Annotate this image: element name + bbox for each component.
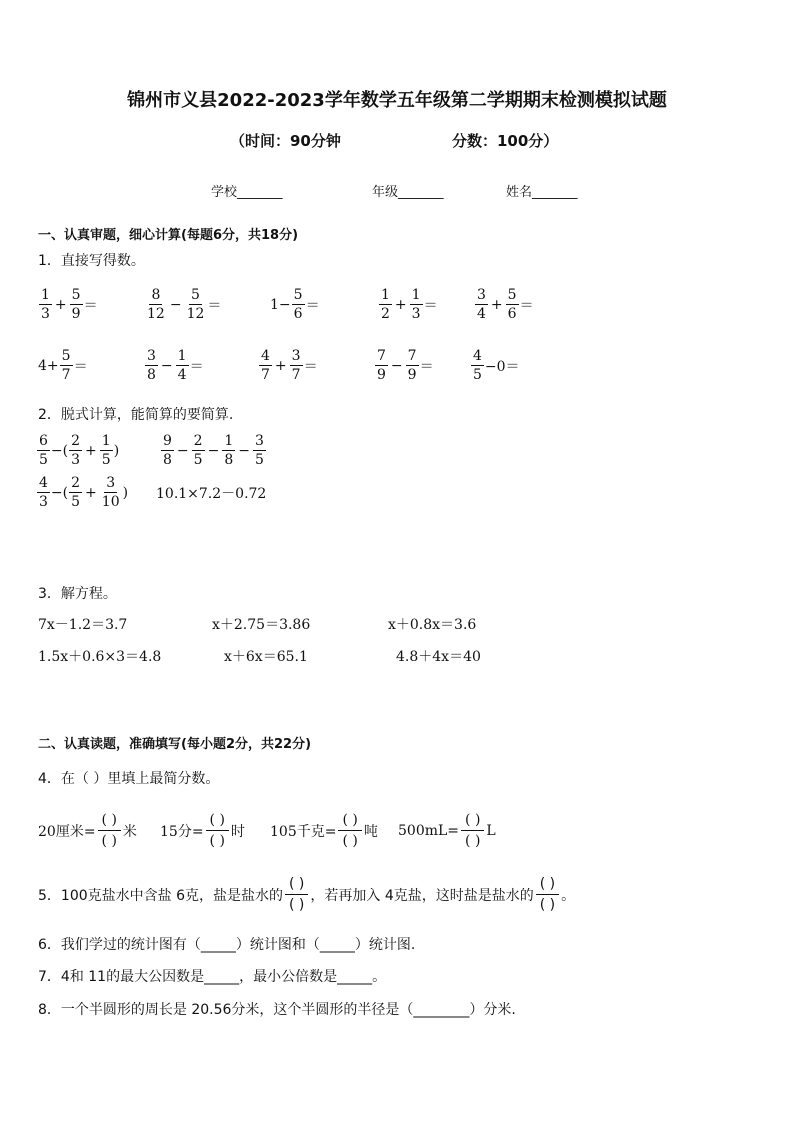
expr-1-2: $\frac{8}{12}$ − $\frac{5}{12}$ ＝ (147, 287, 222, 322)
q4-item-3: 105千克= ( ) ( ) 吨 (270, 812, 378, 849)
question-7: 7．4和 11的最大公因数是_____，最小公倍数是_____。 (38, 969, 387, 985)
calc-expr-4: 10.1×7.2－0.72 (156, 486, 267, 502)
expr-2-3: $\frac{4}{7}$ + $\frac{3}{7}$ ＝ (261, 348, 318, 383)
school-field: 学校_______ (211, 185, 283, 200)
q4-item-2: 15分= ( ) ( ) 时 (160, 812, 245, 849)
equation-5: x＋6x＝65.1 (224, 649, 308, 665)
name-field: 姓名_______ (506, 185, 578, 200)
expr-2-4: $\frac{7}{9}$ − $\frac{7}{9}$ ＝ (377, 348, 434, 383)
section-2-heading: 二、认真读题，准确填写(每小题2分，共22分) (38, 737, 312, 752)
equation-2: x＋2.75＝3.86 (212, 617, 311, 633)
expr-2-2: $\frac{3}{8}$ − $\frac{1}{4}$ ＝ (147, 348, 204, 383)
equation-1: 7x－1.2＝3.7 (38, 617, 128, 633)
grade-field: 年级_______ (372, 185, 444, 200)
expr-1-5: $\frac{3}{4}$ + $\frac{5}{6}$ ＝ (477, 287, 534, 322)
question-8: 8．一个半圆形的周长是 20.56分米，这个半圆形的半径是（________）分米. (38, 1002, 516, 1018)
expr-2-5: $\frac{4}{5}$ −0＝ (473, 348, 520, 383)
q4-item-1: 20厘米= ( ) ( ) 米 (38, 812, 137, 849)
question-5: 5．100克盐水中含盐 6克，盐是盐水的 ( ) ( ) ，若再加入 4克盐，这时盐是盐水的 ( ) ( ) 。 (38, 876, 576, 913)
equation-3: x＋0.8x＝3.6 (388, 617, 477, 633)
question-2-title: 2．脱式计算，能简算的要简算. (38, 407, 234, 423)
expr-1-3: 1− $\frac{5}{6}$ ＝ (270, 287, 320, 322)
exam-time: （时间：90分钟 (230, 132, 341, 150)
question-6: 6．我们学过的统计图有（_____）统计图和（_____）统计图. (38, 937, 416, 953)
question-4-title: 4．在（ ）里填上最简分数。 (38, 771, 220, 787)
expr-2-1: 4+ $\frac{5}{7}$ ＝ (38, 348, 88, 383)
equation-6: 4.8＋4x＝40 (396, 649, 481, 665)
page-title: 锦州市义县2022-2023学年数学五年级第二学期期末检测模拟试题 (127, 90, 667, 111)
calc-expr-3: $\frac{4}{3}$ −( $\frac{2}{5}$ + $\frac{3}{10}$ ) (39, 475, 129, 510)
question-1-title: 1．直接写得数。 (38, 253, 145, 269)
expr-1-1: $\frac{1}{3}$ + $\frac{5}{9}$ ＝ (41, 287, 98, 322)
expr-1-4: $\frac{1}{2}$ + $\frac{1}{3}$ ＝ (381, 287, 438, 322)
exam-score: 分数：100分） (452, 132, 559, 150)
section-1-heading: 一、认真审题，细心计算(每题6分，共18分) (38, 228, 299, 243)
equation-4: 1.5x＋0.6×3＝4.8 (38, 649, 162, 665)
calc-expr-2: $\frac{9}{8}$ − $\frac{2}{5}$ − $\frac{1}{8}$ − $\frac{3}{5}$ (163, 433, 264, 468)
q4-item-4: 500mL= ( ) ( ) L (398, 812, 496, 849)
question-3-title: 3．解方程。 (38, 586, 117, 602)
calc-expr-1: $\frac{6}{5}$ −( $\frac{2}{3}$ + $\frac{1}{5}$ ) (39, 433, 120, 468)
